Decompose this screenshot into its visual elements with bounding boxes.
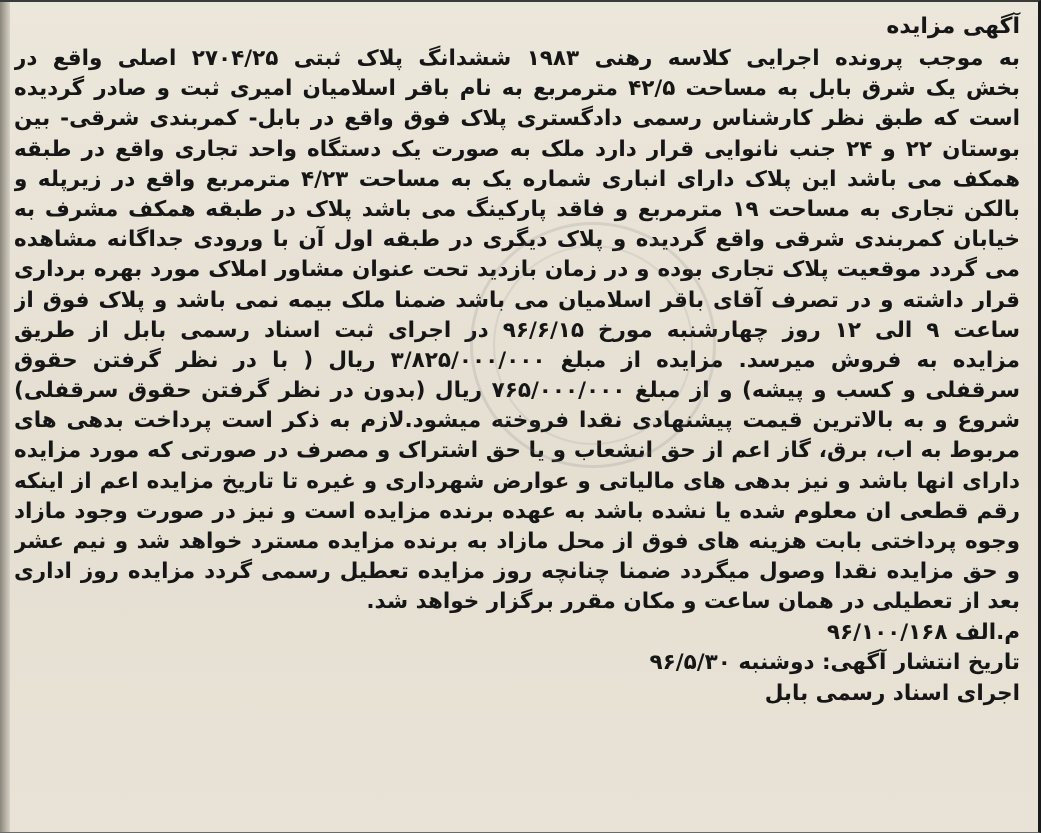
body-line: بخش یک شرق بابل به مساحت ۴۲/۵ مترمربع به نام باقر اسلامیان امیری ثبت و صادر گردیده xyxy=(14,76,1020,102)
body-line: است که طبق نظر کارشناس رسمی دادگستری پلاک فوق واقع در بابل- کمربندی شرقی- بین xyxy=(14,106,1020,132)
issuer: اجرای اسناد رسمی بابل xyxy=(764,680,1020,706)
body-line: به موجب پرونده اجرایی کلاسه رهنی ۱۹۸۳ ششدانگ پلاک ثبتی ۲۷۰۴/۲۵ اصلی واقع در xyxy=(14,46,1020,71)
body-line: مربوط به اب، برق، گاز اعم از حق انشعاب و یا حق اشتراک و مصرف در صورتی که مورد مزایده xyxy=(14,438,1020,464)
notice-body xyxy=(14,44,1020,618)
body-line: مزایده به فروش میرسد. مزایده از مبلغ ۳/۸۲۵/۰۰۰/۰۰۰ ریال ( با در نظر گرفتن حقوق xyxy=(14,347,1020,373)
body-line: همکف می باشد این پلاک دارای انباری شماره یک به مساحت ۴/۲۳ مترمربع واقع در زیرپله و xyxy=(14,166,1020,192)
body-line: دارای انها باشد و نیز بدهی های مالیاتی و عوارض شهرداری و غیره تا تاریخ مزایده اعم از اینکه xyxy=(14,468,1020,494)
publish-date: تاریخ انتشار آگهی: دوشنبه ۹۶/۵/۳۰ xyxy=(649,650,1020,676)
notice-title: آگهی مزایده xyxy=(886,14,1020,39)
body-line: شروع و به بالاترین قیمت پیشنهادی نقدا فروخته میشود.لازم به ذکر است پرداخت بدهی های xyxy=(14,408,1020,434)
body-line: بوستان ۲۲ و ۲۴ جنب نانوایی قرار دارد ملک به صورت یک دستگاه واحد تجاری واقع در طبقه xyxy=(14,136,1020,162)
body-line: بعد از تعطیلی در همان ساعت و مکان مقرر برگزار خواهد شد. xyxy=(366,589,1020,615)
body-line: سرقفلی و کسب و پیشه) و از مبلغ ۷۶۵/۰۰۰/۰۰۰ ریال (بدون در نظر گرفتن حقوق سرقفلی) xyxy=(14,378,1020,404)
body-line: و حق مزایده نقدا وصول میگردد ضمنا چنانچه روز مزایده تعطیل رسمی گردد مزایده روز اداری xyxy=(14,559,1020,585)
body-line: ساعت ۹ الی ۱۲ روز چهارشنبه مورخ ۹۶/۶/۱۵ در اجرای ثبت اسناد رسمی بابل از طریق xyxy=(14,317,1020,343)
body-line: رقم قطعی ان معلوم شده یا نشده باشد به عهده برنده مزایده است و نیز در صورت وجود مازاد xyxy=(14,498,1020,524)
body-line: خیابان کمربندی شرقی واقع گردیده و پلاک دیگری در طبقه اول آن با ورودی جداگانه مشاهده xyxy=(14,227,1020,253)
body-line: بالکن تجاری به مساحت ۱۹ مترمربع و فاقد پارکینگ می باشد پلاک در طبقه همکف مشرف به xyxy=(14,196,1020,222)
body-line: وجوه پرداختی بابت هزینه های فوق از محل مازاد به برنده مزایده مسترد خواهد شد و نیم عشر xyxy=(14,529,1020,554)
body-line: می گردد موقعیت پلاک تجاری بوده و در زمان بازدید تحت عنوان مشاور املاک مورد بهره برداری xyxy=(14,257,1020,283)
body-line: قرار داشته و در تصرف آقای باقر اسلامیان می باشد ضمنا ملک بیمه نمی باشد و پلاک فوق از xyxy=(14,287,1020,313)
reference-number: م.الف ۹۶/۱۰۰/۱۶۸ xyxy=(826,619,1020,645)
